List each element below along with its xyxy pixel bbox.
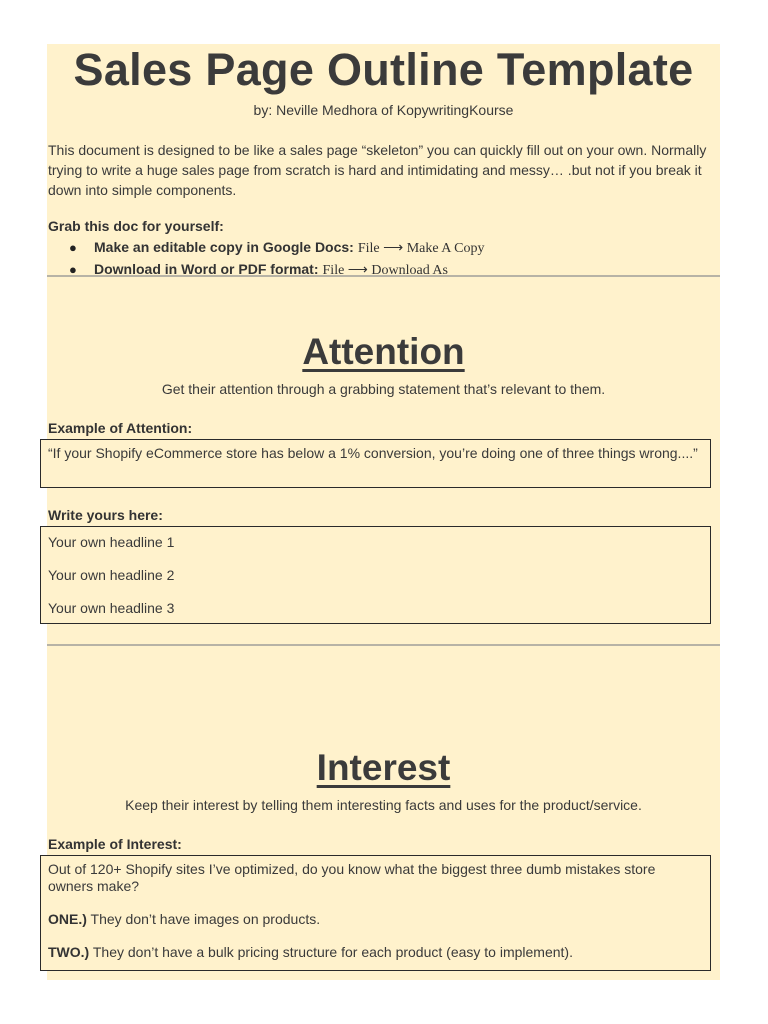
intro-paragraph: This document is designed to be like a sales page “skeleton” you can quickly fill out on your own. Normally trying to write a huge sales page from scratch is hard and intimidating and messy… .but not if you break it down into simple components.: [48, 142, 707, 198]
list-item-instruction: File ⟶ Make A Copy: [357, 241, 485, 256]
interest-heading: [47, 747, 720, 789]
bullet-icon: ●: [69, 240, 77, 255]
list-item-label: Download in Word or PDF format:: [94, 261, 319, 277]
list-item-instruction: File ⟶ Download As: [322, 263, 448, 278]
point-text: They don’t have images on products.: [90, 911, 321, 927]
attention-heading: [47, 331, 720, 373]
headline-field-2[interactable]: Your own headline 2: [48, 567, 175, 583]
interest-point-one: [48, 911, 703, 928]
bullet-icon: ●: [69, 262, 77, 277]
section-divider: [47, 644, 720, 646]
point-lead: TWO.): [48, 944, 90, 960]
headline-field-1[interactable]: Your own headline 1: [48, 534, 175, 550]
interest-example-label: Example of Interest:: [48, 836, 182, 852]
byline: by: Neville Medhora of KopywritingKourse: [253, 102, 514, 118]
section-divider: [47, 275, 720, 277]
page-title: Sales Page Outline Template: [73, 44, 694, 95]
grab-doc-label: Grab this doc for yourself:: [48, 218, 224, 234]
document-page: [47, 44, 720, 980]
list-item-label: Make an editable copy in Google Docs:: [94, 239, 354, 255]
attention-example-text: “If your Shopify eCommerce store has below a 1% conversion, you’re doing one of three things wrong....”: [48, 445, 698, 461]
write-yours-label: Write yours here:: [48, 507, 163, 523]
list-item: [69, 237, 484, 259]
attention-example-label: Example of Attention:: [48, 420, 193, 436]
interest-point-two: [48, 944, 703, 961]
headlines-box[interactable]: [40, 526, 711, 624]
interest-heading-text: Interest: [316, 747, 451, 788]
interest-example-intro: Out of 120+ Shopify sites I’ve optimized, do you know what the biggest three dumb mistakes store owners make?: [48, 861, 656, 894]
point-lead: ONE.): [48, 911, 87, 927]
headline-field-3[interactable]: Your own headline 3: [48, 600, 175, 616]
interest-example-box: [40, 855, 711, 971]
attention-subtitle: Get their attention through a grabbing statement that’s relevant to them.: [161, 381, 606, 397]
list-item: [69, 259, 484, 281]
point-text: They don’t have a bulk pricing structure for each product (easy to implement).: [92, 944, 573, 960]
attention-example-box: [40, 439, 711, 488]
attention-heading-text: Attention: [302, 331, 465, 372]
interest-subtitle: Keep their interest by telling them interesting facts and uses for the product/service.: [125, 797, 642, 813]
